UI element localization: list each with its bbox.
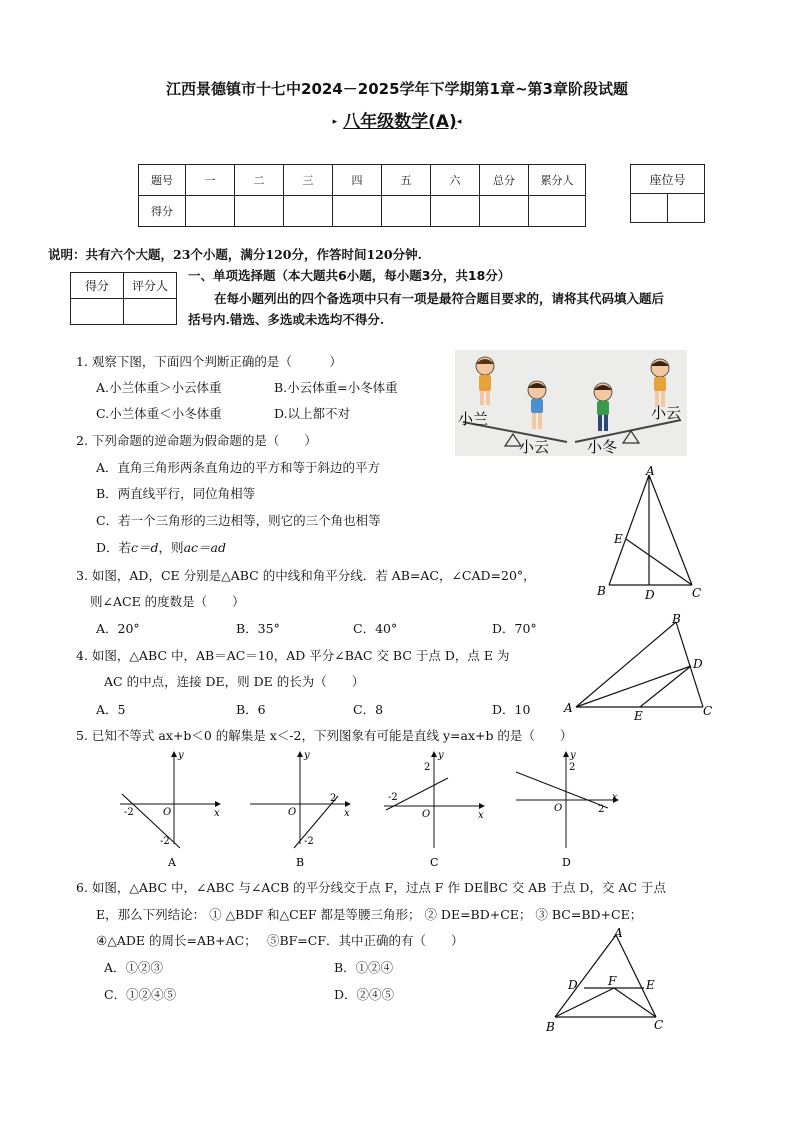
q3-line2: 则∠ACE 的度数是（ ） bbox=[90, 594, 245, 609]
triangle-right-icon: ◂ bbox=[456, 117, 462, 127]
score-input-cell[interactable] bbox=[529, 196, 586, 227]
label-xiaodong: 小冬 bbox=[587, 438, 618, 456]
label-xiaoyun-left: 小云 bbox=[519, 438, 550, 456]
point-c-label: C bbox=[703, 704, 713, 718]
y-axis-label: y bbox=[570, 750, 576, 761]
exam-title: 江西景德镇市十七中2024－2025学年下学期第1章~第3章阶段试题 bbox=[166, 80, 628, 98]
score-table-header-row bbox=[139, 165, 586, 196]
graph-label: D bbox=[562, 856, 571, 869]
segment-ce bbox=[626, 539, 692, 585]
segment-ad bbox=[576, 666, 691, 707]
tick-label: 2 bbox=[424, 762, 431, 773]
q2-option-b[interactable]: B．两直线平行，同位角相等 bbox=[96, 486, 256, 501]
y-axis-label: y bbox=[178, 750, 184, 761]
label-xiaolan: 小兰 bbox=[458, 410, 489, 428]
q2-option-c[interactable]: C．若一个三角形的三边相等，则它的三个角也相等 bbox=[96, 513, 381, 528]
section1-heading: 一、单项选择题（本大题共6小题，每小题3分，共18分） bbox=[188, 268, 511, 283]
y-axis-label: y bbox=[438, 750, 444, 761]
segment-de bbox=[640, 666, 691, 707]
q4-option-b[interactable]: B．6 bbox=[236, 702, 266, 717]
score-header-cell: 一 bbox=[186, 165, 235, 196]
point-b-label: B bbox=[546, 1020, 555, 1034]
q5-graphs bbox=[108, 748, 628, 870]
segment-ab bbox=[576, 622, 676, 707]
q1-option-b[interactable]: B.小云体重=小冬体重 bbox=[274, 380, 398, 395]
score-header-cell: 二 bbox=[235, 165, 284, 196]
tick-label: 2 bbox=[598, 804, 605, 815]
score-input-cell[interactable] bbox=[431, 196, 480, 227]
q6-line1: 6. 如图，△ABC 中，∠ABC 与∠ACB 的平分线交于点 F，过点 F 作 DE∥BC 交 AB 于点 D，交 AC 于点 bbox=[76, 880, 666, 895]
graph-label: B bbox=[296, 856, 305, 869]
score-input-cell[interactable] bbox=[284, 196, 333, 227]
seat-number-cell[interactable] bbox=[631, 194, 668, 223]
graph-label: A bbox=[168, 856, 176, 869]
q6-line3: ④△ADE 的周长=AB+AC； ⑤BF=CF．其中正确的有（ ） bbox=[96, 933, 464, 948]
q4-line2: AC 的中点，连接 DE，则 DE 的长为（ ） bbox=[104, 674, 365, 689]
graph-label: C bbox=[430, 856, 439, 869]
grade-score-cell[interactable] bbox=[71, 299, 124, 325]
q3-line1: 3. 如图，AD，CE 分别是△ABC 的中线和角平分线．若 AB=AC，∠CAD=20°， bbox=[76, 568, 536, 583]
q2-d-prefix: D．若 bbox=[96, 540, 132, 555]
grader-cell[interactable] bbox=[124, 299, 177, 325]
point-a-label: A bbox=[614, 926, 623, 940]
tick-label: -2 bbox=[160, 836, 170, 847]
score-header-cell: 累分人 bbox=[529, 165, 586, 196]
tick-label: -2 bbox=[388, 792, 398, 803]
segment-bf bbox=[555, 988, 614, 1017]
grader-label: 评分人 bbox=[124, 273, 177, 299]
segment-ab bbox=[555, 935, 616, 1017]
label-xiaoyun-right: 小云 bbox=[651, 404, 682, 422]
q4-option-a[interactable]: A．5 bbox=[96, 702, 126, 717]
x-axis-label: x bbox=[344, 808, 350, 819]
triangle-left-icon: ▸ bbox=[332, 117, 338, 127]
q4-triangle-figure bbox=[560, 612, 720, 722]
point-c-label: C bbox=[692, 586, 702, 600]
point-d-label: D bbox=[568, 978, 578, 992]
point-e-label: E bbox=[646, 978, 655, 992]
point-e-label: E bbox=[614, 532, 623, 546]
score-header-cell: 五 bbox=[382, 165, 431, 196]
q2-stem: 2. 下列命题的逆命题为假命题的是（ ） bbox=[76, 433, 317, 448]
q2-d-mid: ，则 bbox=[158, 540, 184, 555]
point-c-label: C bbox=[654, 1018, 664, 1032]
score-input-cell[interactable] bbox=[333, 196, 382, 227]
point-d-label: D bbox=[645, 588, 655, 602]
origin-label: O bbox=[163, 807, 172, 818]
line-a bbox=[122, 794, 180, 848]
tick-label: 2 bbox=[569, 762, 576, 773]
q6-option-c[interactable]: C．①②④⑤ bbox=[104, 987, 177, 1002]
score-row-label: 得分 bbox=[139, 196, 186, 227]
exam-subtitle bbox=[0, 107, 794, 132]
score-table-value-row bbox=[139, 196, 586, 227]
q5-graph-a[interactable] bbox=[120, 750, 220, 869]
origin-label: O bbox=[554, 803, 563, 814]
q1-stem: 1. 观察下图，下面四个判断正确的是（ ） bbox=[76, 354, 342, 369]
q2-d-eq2: ac＝ad bbox=[183, 540, 226, 555]
score-header-cell: 六 bbox=[431, 165, 480, 196]
q3-option-d[interactable]: D．70° bbox=[492, 621, 537, 636]
y-axis-label: y bbox=[304, 750, 310, 761]
tick-label: -2 bbox=[304, 836, 314, 847]
section1-instr-line1: 在每小题列出的四个备选项中只有一项是最符合题目要求的，请将其代码填入题后 bbox=[214, 291, 665, 306]
point-a-label: A bbox=[646, 465, 655, 478]
q6-triangle-figure bbox=[538, 925, 678, 1037]
q5-stem: 5. 已知不等式 ax+b＜0 的解集是 x＜-2，下列图象有可能是直线 y=ax+b 的是（ ） bbox=[76, 728, 573, 743]
score-header-cell: 三 bbox=[284, 165, 333, 196]
x-axis-label: x bbox=[612, 792, 618, 803]
section1-instr-line2: 括号内.错选、多选或未选均不得分. bbox=[188, 312, 385, 327]
point-f-label: F bbox=[608, 974, 617, 988]
x-axis-label: x bbox=[214, 808, 220, 819]
score-input-cell[interactable] bbox=[235, 196, 284, 227]
segment-ac bbox=[649, 475, 692, 585]
segment-ab bbox=[609, 475, 649, 585]
point-b-label: B bbox=[597, 584, 606, 598]
tick-label: -2 bbox=[124, 807, 134, 818]
segment-cf bbox=[614, 988, 656, 1017]
score-input-cell[interactable] bbox=[186, 196, 235, 227]
q1-option-d[interactable]: D.以上都不对 bbox=[274, 406, 351, 421]
q5-graph-d[interactable] bbox=[516, 750, 618, 869]
q2-option-d[interactable] bbox=[96, 538, 226, 556]
q4-line1: 4. 如图，△ABC 中，AB＝AC＝10，AD 平分∠BAC 交 BC 于点 D，点 E 为 bbox=[76, 648, 510, 663]
grade-table bbox=[70, 272, 177, 325]
seat-number-cell[interactable] bbox=[668, 194, 705, 223]
q4-option-d[interactable]: D．10 bbox=[492, 702, 531, 717]
point-a-label: A bbox=[564, 701, 573, 715]
seat-number-table bbox=[630, 164, 705, 223]
origin-label: O bbox=[422, 809, 431, 820]
score-table bbox=[138, 164, 586, 227]
score-header-cell: 题号 bbox=[139, 165, 186, 196]
q3-triangle-figure bbox=[592, 465, 712, 605]
subtitle-text: 八年级数学(A) bbox=[343, 112, 457, 132]
point-e-label: E bbox=[634, 709, 643, 722]
q3-option-a[interactable]: A．20° bbox=[96, 621, 140, 636]
score-header-cell: 四 bbox=[333, 165, 382, 196]
segment-ac bbox=[616, 935, 656, 1017]
seat-number-label: 座位号 bbox=[631, 165, 705, 194]
q2-option-a[interactable]: A．直角三角形两条直角边的平方和等于斜边的平方 bbox=[96, 460, 381, 475]
q2-d-eq1: c＝d bbox=[131, 540, 159, 555]
q1-option-a[interactable]: A.小兰体重＞小云体重 bbox=[96, 380, 222, 395]
score-header-cell: 总分 bbox=[480, 165, 529, 196]
q3-option-c[interactable]: C．40° bbox=[353, 621, 398, 636]
q5-graph-c[interactable] bbox=[384, 750, 484, 869]
q6-option-a[interactable]: A．①②③ bbox=[104, 960, 164, 975]
exam-note: 说明：共有六个大题，23个小题，满分120分，作答时间120分钟. bbox=[48, 247, 422, 262]
q6-line2: E，那么下列结论： ① △BDF 和△CEF 都是等腰三角形； ② DE=BD+CE； ③ BC=BD+CE； bbox=[96, 907, 643, 922]
origin-label: O bbox=[288, 807, 297, 818]
q3-option-b[interactable]: B．35° bbox=[236, 621, 280, 636]
x-axis-label: x bbox=[478, 810, 484, 821]
score-input-cell[interactable] bbox=[382, 196, 431, 227]
q6-option-d[interactable]: D．②④⑤ bbox=[334, 987, 395, 1002]
q1-option-c[interactable]: C.小兰体重＜小冬体重 bbox=[96, 406, 222, 421]
q6-option-b[interactable]: B．①②④ bbox=[334, 960, 394, 975]
q5-graph-b[interactable] bbox=[250, 750, 350, 869]
point-d-label: D bbox=[693, 657, 703, 671]
grade-score-label: 得分 bbox=[71, 273, 124, 299]
score-input-cell[interactable] bbox=[480, 196, 529, 227]
q1-balance-figure bbox=[455, 350, 687, 456]
q4-option-c[interactable]: C．8 bbox=[353, 702, 384, 717]
point-b-label: B bbox=[672, 612, 681, 626]
tick-label: 2 bbox=[330, 793, 337, 804]
